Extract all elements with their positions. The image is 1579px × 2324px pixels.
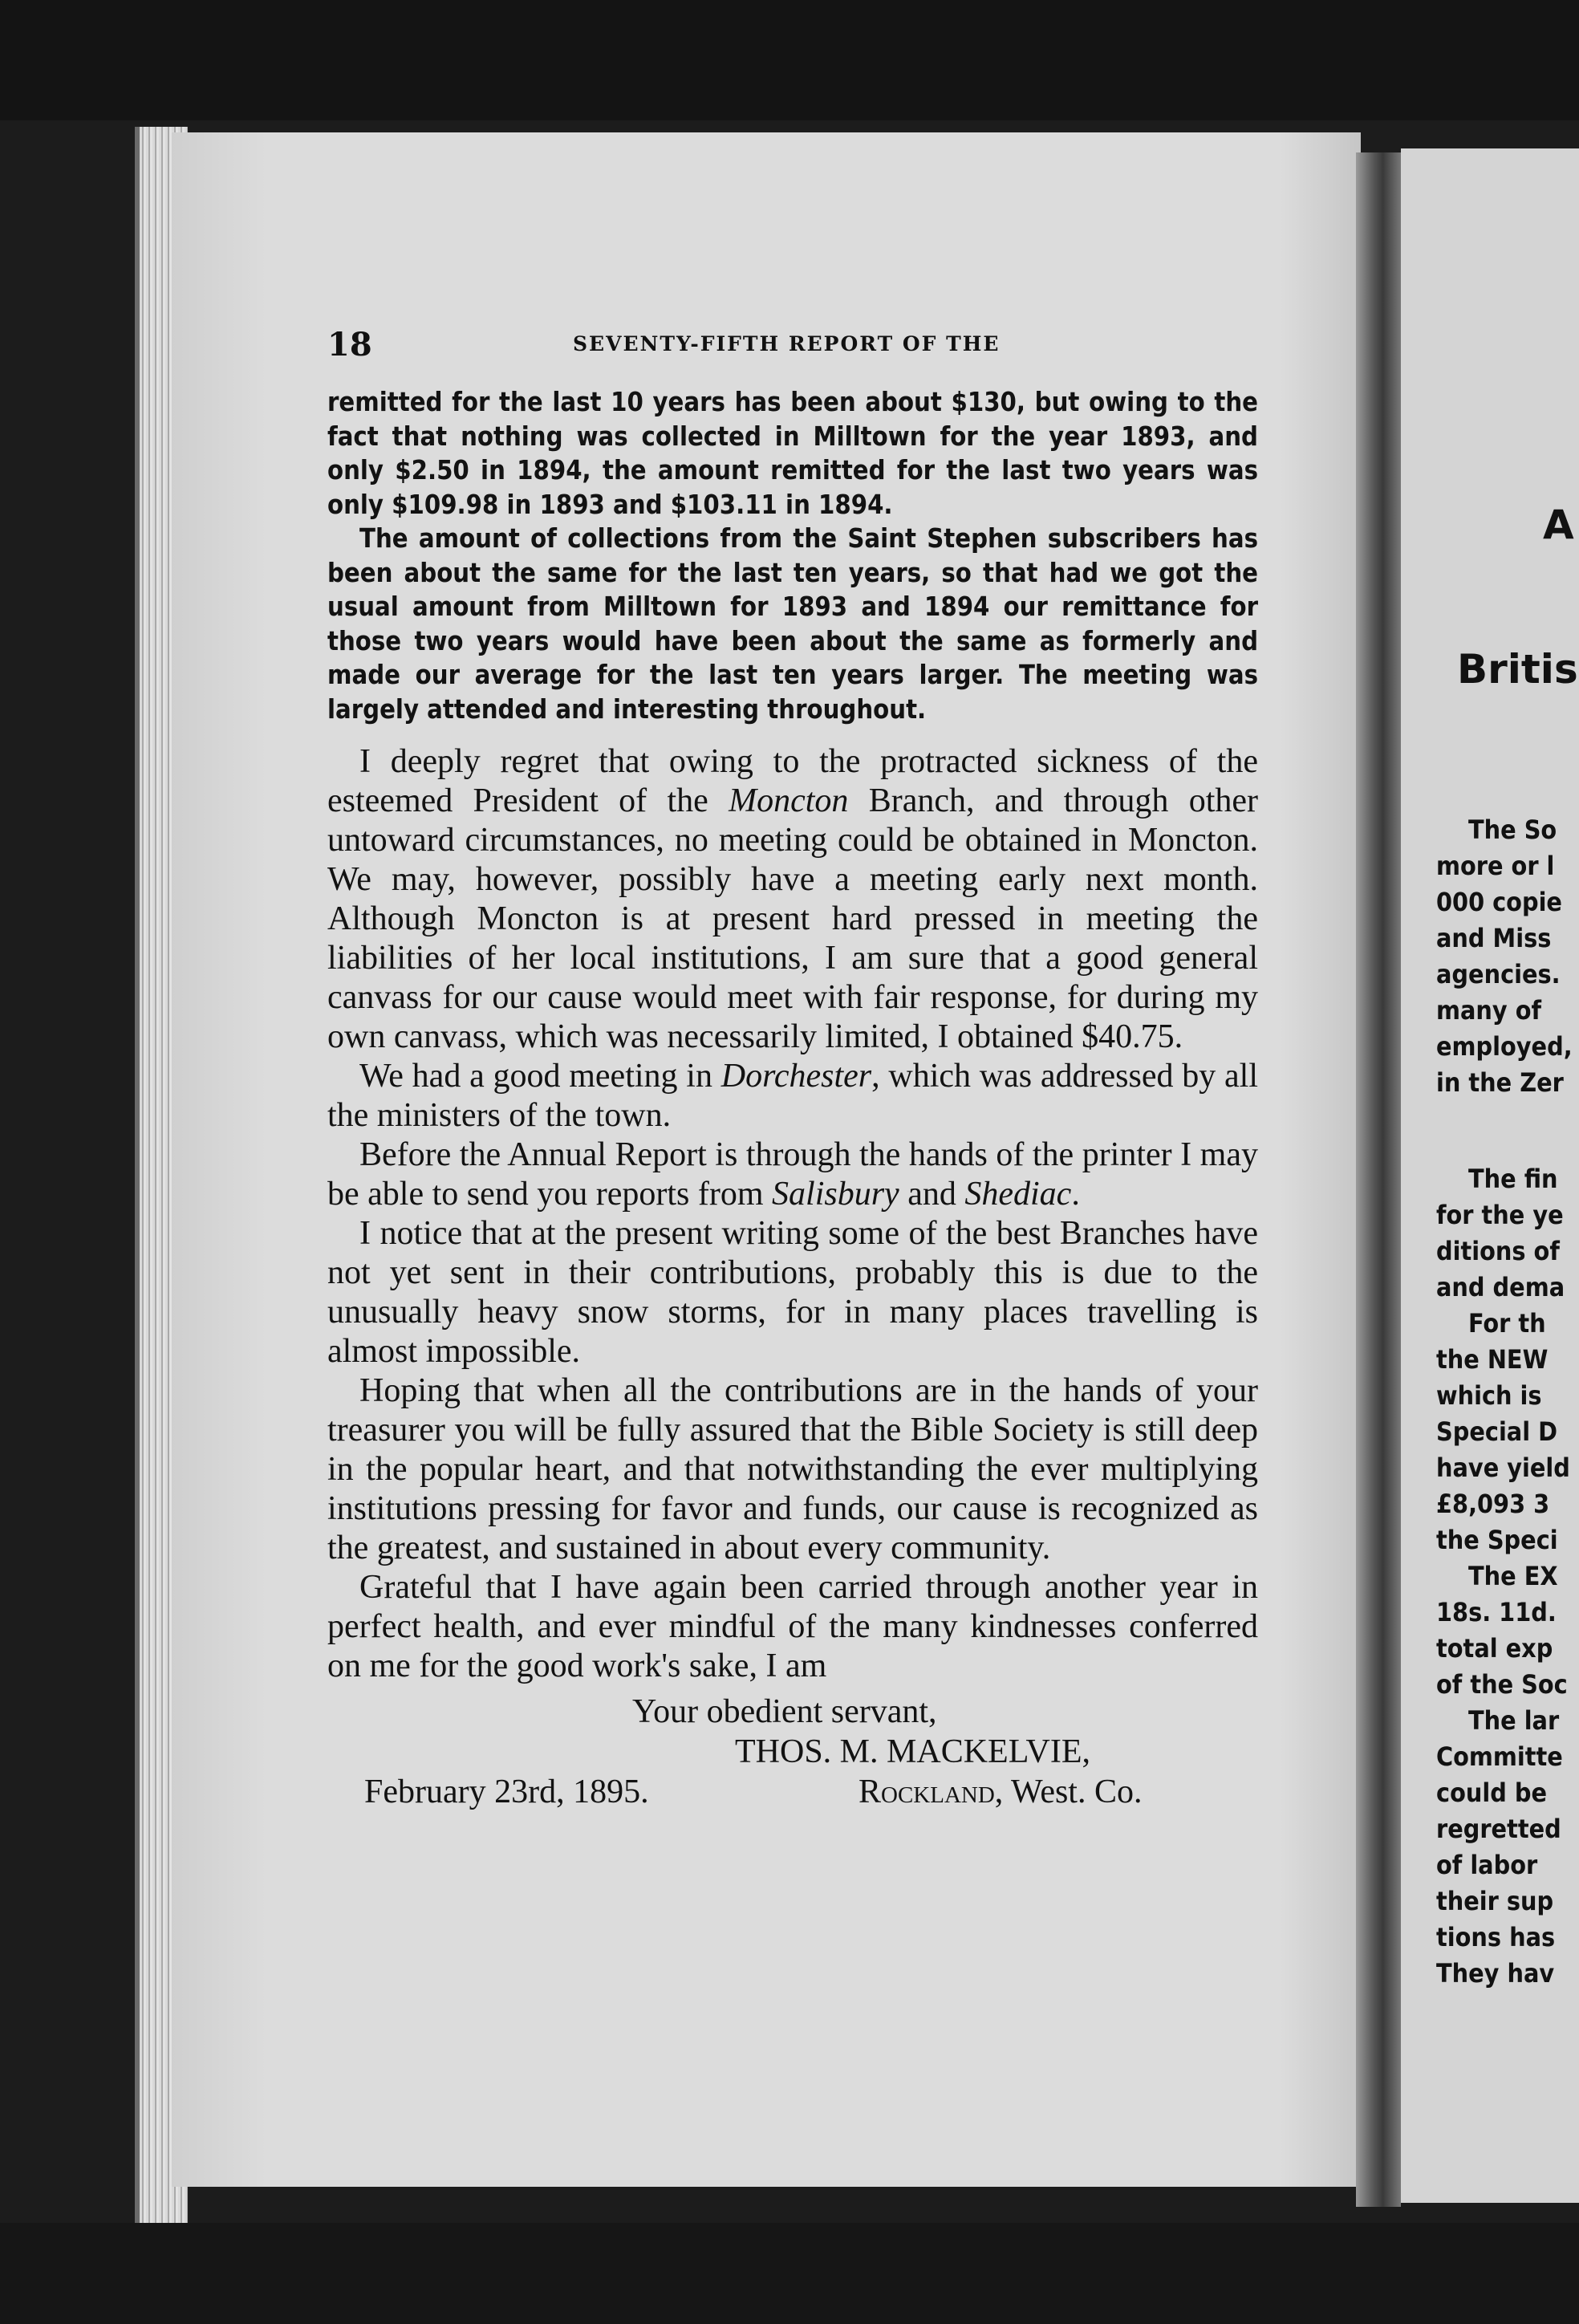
place-name-dorchester: Dorchester bbox=[720, 1058, 872, 1095]
right-line: and dema bbox=[1436, 1272, 1565, 1302]
right-line: in the Zer bbox=[1436, 1067, 1564, 1098]
text-segment: and bbox=[899, 1176, 965, 1213]
scanner-background-bottom bbox=[0, 2223, 1579, 2324]
right-heading-b: Britis bbox=[1457, 646, 1578, 693]
right-line: The fin bbox=[1468, 1164, 1558, 1194]
place-name-shediac: Shediac bbox=[964, 1176, 1072, 1213]
right-line: The EX bbox=[1468, 1561, 1558, 1591]
paragraph-moncton bbox=[327, 742, 1258, 1057]
right-line: For th bbox=[1468, 1308, 1546, 1339]
page-body bbox=[327, 385, 1258, 1895]
right-line: Special D bbox=[1436, 1416, 1557, 1447]
place-name-moncton: Moncton bbox=[729, 782, 849, 819]
paragraph-hoping: Hoping that when all the contributions are in the hands of your treasurer you will be fully assured that the Bible Society is still deep in the popular heart, and that notwithstanding the ever multiplying institutions pressing for favor and funds, our cause is recognized as the greatest, and sustained in about every community. bbox=[327, 1372, 1258, 1566]
right-line: The So bbox=[1468, 815, 1557, 845]
right-line: 000 copie bbox=[1436, 887, 1562, 917]
paragraph-dorchester bbox=[327, 1057, 1258, 1136]
letter-place bbox=[859, 1773, 1143, 1812]
right-line: their sup bbox=[1436, 1886, 1554, 1916]
text-segment: , which was addressed by all the ministers of the town. bbox=[327, 1058, 1258, 1134]
right-line: which is bbox=[1436, 1380, 1542, 1411]
signatory: THOS. M. MACKELVIE, bbox=[735, 1733, 1090, 1770]
page-header bbox=[327, 321, 1258, 369]
right-line: £8,093 3 bbox=[1436, 1489, 1550, 1519]
place-rest: , West. Co. bbox=[994, 1773, 1143, 1810]
right-line: more or l bbox=[1436, 851, 1555, 881]
right-heading-a: A bbox=[1543, 502, 1574, 548]
right-line: total exp bbox=[1436, 1633, 1553, 1664]
book-gutter bbox=[1356, 152, 1401, 2207]
paragraph-notice: I notice that at the present writing some of the best Branches have not yet sent in their contributions, probably this is due to the unusually heavy snow storms, for in many places travelling is almost impossible. bbox=[327, 1215, 1258, 1370]
right-line: for the ye bbox=[1436, 1200, 1564, 1230]
right-page bbox=[1401, 148, 1579, 2203]
paragraph-remittance: remitted for the last 10 years has been about $130, but owing to the fact that nothing was collected in Milltown for the year 1893, and only $2.50 in 1894, the amount remitted for the last two years was only $109.98 in 1893 and $103.11 in 1894. bbox=[327, 387, 1258, 520]
right-line: of the Soc bbox=[1436, 1669, 1568, 1700]
text-segment: Before the Annual Report is through the hands of the printer I may be able to send you reports from bbox=[327, 1136, 1258, 1213]
paragraph-annual-report bbox=[327, 1136, 1258, 1214]
right-line: many of bbox=[1436, 995, 1541, 1026]
page-number: 18 bbox=[327, 326, 372, 364]
right-line: 18s. 11d. bbox=[1436, 1597, 1557, 1627]
right-line: agencies. bbox=[1436, 959, 1561, 989]
right-line: could be bbox=[1436, 1778, 1547, 1808]
right-line: the Speci bbox=[1436, 1525, 1558, 1555]
paragraph-saint-stephen: The amount of collections from the Saint Stephen subscribers has been about the same for the last ten years, so that had we got the usual amount from Milltown for 1893 and 1894 our remittance for those two years would have been about the same as formerly and made our average for the last ten years larger. The meeting was largely attended and interesting throughout. bbox=[327, 523, 1258, 725]
right-line: ditions of bbox=[1436, 1236, 1560, 1266]
right-line: have yield bbox=[1436, 1452, 1570, 1483]
right-line: Committe bbox=[1436, 1741, 1563, 1772]
text-segment: Branch, and through other untoward circumstances, no meeting could be obtained in Moncton. We may, however, possibly have a meeting early next month. Although Moncton is at present hard pressed in meeting the liabilities of her local institutions, I am sure that a good general canvass for our cause would meet with fair response, for during my own canvass, which was necessarily limited, I obtained $40.75. bbox=[327, 782, 1258, 1055]
text-segment: . bbox=[1071, 1176, 1080, 1213]
letter-closing bbox=[327, 1686, 1258, 1895]
text-segment: I deeply regret that owing to the protracted sickness of the esteemed President of the bbox=[327, 743, 1258, 819]
right-line: employed, bbox=[1436, 1031, 1573, 1062]
right-line: regretted bbox=[1436, 1814, 1561, 1844]
running-head: SEVENTY-FIFTH REPORT OF THE bbox=[573, 332, 1001, 356]
place-name-salisbury: Salisbury bbox=[772, 1176, 899, 1213]
place-small-caps: Rockland bbox=[859, 1773, 995, 1810]
salutation: Your obedient servant, bbox=[632, 1693, 937, 1730]
text-segment: We had a good meeting in bbox=[359, 1058, 721, 1095]
right-line: the NEW bbox=[1436, 1344, 1549, 1375]
right-line: of labor bbox=[1436, 1850, 1538, 1880]
right-line: The lar bbox=[1468, 1705, 1560, 1736]
scanner-background-top bbox=[0, 0, 1579, 120]
letter-date: February 23rd, 1895. bbox=[364, 1773, 649, 1810]
paragraph-grateful: Grateful that I have again been carried through another year in perfect health, and ever mindful of the many kindnesses conferred on me for the good work's sake, I am bbox=[327, 1569, 1258, 1684]
right-line: and Miss bbox=[1436, 923, 1552, 953]
right-line: tions has bbox=[1436, 1922, 1556, 1952]
right-line: They hav bbox=[1436, 1958, 1555, 1989]
